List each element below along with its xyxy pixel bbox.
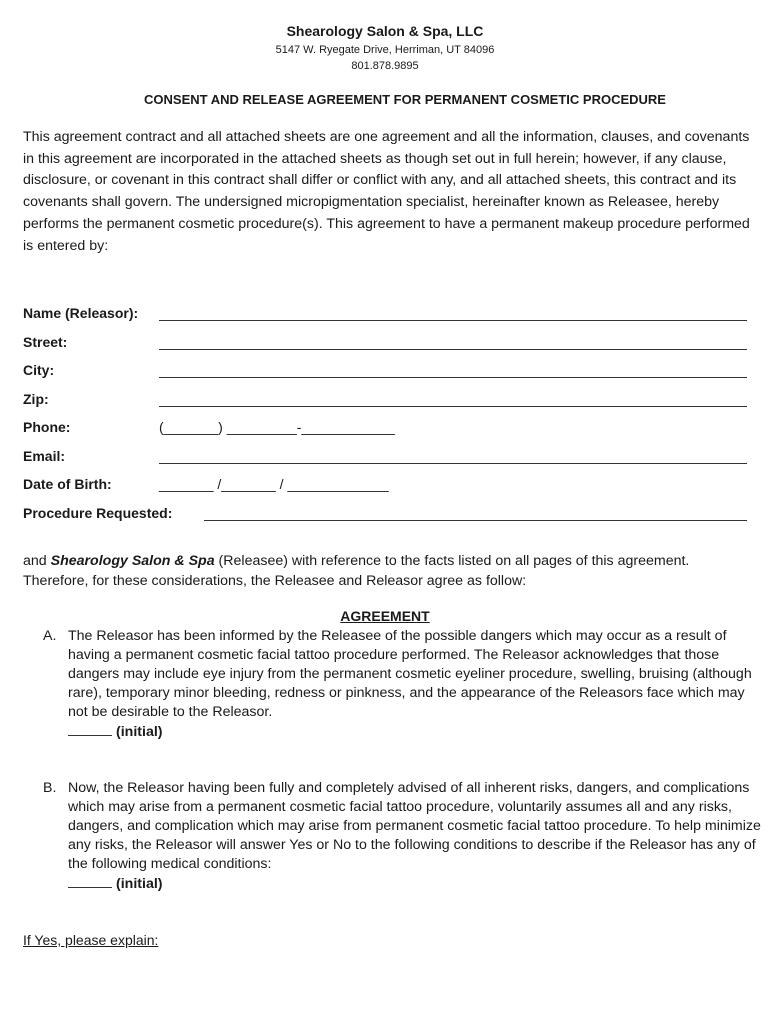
name-label: Name (Releasor):	[23, 305, 139, 321]
company-name: Shearology Salon & Spa, LLC	[286, 23, 484, 39]
phone-label: Phone:	[23, 419, 71, 435]
company-phone: 801.878.9895	[351, 60, 419, 72]
field-email	[23, 448, 748, 468]
name-input-line[interactable]	[159, 320, 747, 321]
phone-input-blank[interactable]: (_______) _________-____________	[159, 419, 395, 435]
company-address: 5147 W. Ryegate Drive, Herriman, UT 84096	[275, 44, 495, 56]
parties-lead: and	[23, 553, 51, 569]
parties-rest: (Releasee) with reference to the facts listed on all pages of this agreement. Therefore, for these considerations, the Releasee and Releasor agree as follow:	[23, 553, 690, 589]
zip-label: Zip:	[23, 391, 49, 407]
item-b-initial-label: (initial)	[116, 876, 163, 893]
item-b-initial-line[interactable]	[68, 874, 112, 888]
explain-prompt: If Yes, please explain:	[23, 932, 159, 948]
city-label: City:	[23, 362, 55, 378]
dob-input-blank[interactable]: _______ /_______ / _____________	[159, 476, 389, 492]
agreement-item-a	[23, 627, 752, 767]
parties-paragraph	[23, 552, 753, 591]
document-title: CONSENT AND RELEASE AGREEMENT FOR PERMANENT COSMETIC PROCEDURE	[144, 92, 666, 107]
item-a-initial	[68, 722, 763, 742]
parties-brand: Shearology Salon & Spa	[50, 553, 215, 569]
item-a-marker: A.	[43, 628, 57, 644]
procedure-input-line[interactable]	[204, 520, 747, 521]
field-city	[23, 362, 748, 382]
field-zip	[23, 391, 748, 411]
item-a-initial-line[interactable]	[68, 722, 112, 736]
email-label: Email:	[23, 448, 66, 464]
field-street	[23, 334, 748, 354]
dob-label: Date of Birth:	[23, 476, 112, 492]
city-input-line[interactable]	[159, 377, 747, 378]
field-procedure	[23, 505, 748, 525]
item-b-body	[68, 779, 763, 895]
procedure-label: Procedure Requested:	[23, 505, 173, 521]
intro-paragraph: This agreement contract and all attached sheets are one agreement and all the information, clauses, and covenants in this agreement are incorporated in the attached sheets as though set out in full herein; however, if any clause, disclosure, or covenant in this contract shall differ or conflict with any, and all attached sheets, this contract and its covenants shall govern. The undersigned micropigmentation specialist, hereinafter known as Releasee, hereby performs the permanent cosmetic procedure(s). This agreement to have a permanent makeup procedure performed is entered by:	[23, 129, 750, 254]
item-b-text: Now, the Releasor having been fully and completely advised of all inherent risks, dangers, and complications which may arise from a permanent cosmetic facial tattoo procedure, voluntarily assumes all and any risks, dangers, and complication which may arise from permanent cosmetic facial tattoo procedure. To help minimize any risks, the Releasor will answer Yes or No to the following conditions to describe if the Releasor has any of the following medical conditions:	[68, 780, 761, 873]
email-input-line[interactable]	[159, 463, 747, 464]
agreement-heading: AGREEMENT	[340, 608, 430, 624]
field-phone	[23, 419, 748, 439]
item-a-initial-label: (initial)	[116, 724, 163, 741]
item-b-marker: B.	[43, 780, 57, 796]
item-b-initial	[68, 874, 763, 894]
field-dob	[23, 476, 748, 496]
item-a-body	[68, 627, 763, 743]
zip-input-line[interactable]	[159, 406, 747, 407]
item-a-text: The Releasor has been informed by the Releasee of the possible dangers which may occur as a result of having a permanent cosmetic facial tattoo procedure performed. The Releasor acknowledges that those dangers may include eye injury from the permanent cosmetic eyeliner procedure, swelling, bruising (although rare), temporary minor bleeding, redness or pinkness, and the appearance of the Releasors face which may not be desirable to the Releasor.	[68, 628, 752, 721]
field-name	[23, 305, 748, 325]
agreement-item-b	[23, 779, 761, 919]
street-input-line[interactable]	[159, 349, 747, 350]
street-label: Street:	[23, 334, 68, 350]
